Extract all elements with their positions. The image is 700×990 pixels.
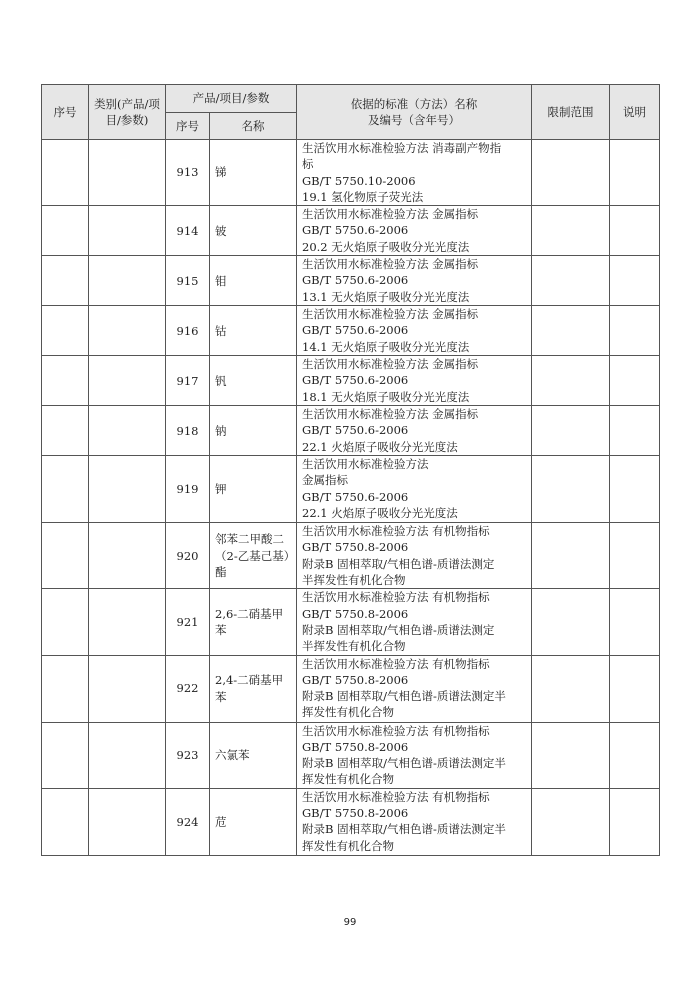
- table-row: [42, 788, 660, 855]
- cell-item-number: 916: [166, 306, 210, 356]
- standard-line: GB/T 5750.6-2006: [302, 423, 409, 438]
- cell-seq: [42, 589, 89, 655]
- cell-limit: [532, 523, 610, 589]
- cell-limit: [532, 722, 610, 788]
- standard-line: 19.1 氢化物原子荧光法: [302, 189, 424, 204]
- cell-standard: [297, 655, 532, 722]
- cell-limit: [532, 456, 610, 523]
- cell-note: [610, 655, 660, 722]
- standard-line: 挥发性有机化合物: [302, 772, 394, 787]
- cell-item-name: 2,4-二硝基甲苯: [210, 655, 297, 722]
- cell-item-name: 六氯苯: [210, 722, 297, 788]
- cell-category: [89, 655, 166, 722]
- standard-line: 生活饮用水标准检验方法 有机物指标: [302, 789, 490, 804]
- cell-item-name: 钠: [210, 406, 297, 456]
- cell-item-number: 919: [166, 456, 210, 523]
- cell-note: [610, 589, 660, 655]
- cell-item-name: 钴: [210, 306, 297, 356]
- cell-standard: [297, 206, 532, 256]
- standard-line: 挥发性有机化合物: [302, 705, 394, 720]
- cell-category: [89, 456, 166, 523]
- standard-line: 生活饮用水标准检验方法 金属指标: [302, 207, 479, 222]
- standard-line: 生活饮用水标准检验方法 金属指标: [302, 257, 479, 272]
- cell-standard: [297, 140, 532, 206]
- table-row: [42, 589, 660, 655]
- cell-limit: [532, 306, 610, 356]
- cell-standard: [297, 456, 532, 523]
- cell-seq: [42, 406, 89, 456]
- standard-line: 附录B 固相萃取/气相色谱-质谱法测定: [302, 622, 495, 637]
- cell-note: [610, 456, 660, 523]
- cell-seq: [42, 788, 89, 855]
- page-number: 99: [343, 917, 357, 928]
- cell-item-name: 钾: [210, 456, 297, 523]
- cell-standard: [297, 523, 532, 589]
- header-sub-name: 名称: [210, 113, 297, 140]
- header-standard: [297, 85, 532, 140]
- header-standard-line1: 依据的标准（方法）名称: [350, 96, 478, 111]
- cell-seq: [42, 356, 89, 406]
- cell-seq: [42, 256, 89, 306]
- table-row: [42, 306, 660, 356]
- standard-line: 标: [302, 157, 314, 172]
- standard-line: 附录B 固相萃取/气相色谱-质谱法测定半: [302, 756, 506, 771]
- cell-item-name: 锑: [210, 140, 297, 206]
- cell-category: [89, 523, 166, 589]
- cell-standard: [297, 406, 532, 456]
- cell-limit: [532, 788, 610, 855]
- standard-line: 半挥发性有机化合物: [302, 573, 406, 588]
- header-note: 说明: [610, 85, 660, 140]
- standard-line: 生活饮用水标准检验方法: [302, 457, 429, 472]
- header-product-group: 产品/项目/参数: [166, 85, 297, 113]
- cell-note: [610, 306, 660, 356]
- standard-line: 金属指标: [302, 473, 348, 488]
- cell-seq: [42, 140, 89, 206]
- table-row: [42, 256, 660, 306]
- standard-line: 半挥发性有机化合物: [302, 639, 406, 654]
- cell-standard: [297, 788, 532, 855]
- cell-note: [610, 206, 660, 256]
- cell-item-name: 钼: [210, 256, 297, 306]
- cell-category: [89, 788, 166, 855]
- table-row: [42, 356, 660, 406]
- standard-line: 20.2 无火焰原子吸收分光光度法: [302, 239, 470, 254]
- cell-seq: [42, 206, 89, 256]
- cell-item-number: 923: [166, 722, 210, 788]
- cell-category: [89, 206, 166, 256]
- table-row: [42, 140, 660, 206]
- cell-item-number: 922: [166, 655, 210, 722]
- table-row: [42, 655, 660, 722]
- standard-line: GB/T 5750.10-2006: [302, 173, 416, 188]
- cell-category: [89, 140, 166, 206]
- cell-limit: [532, 655, 610, 722]
- standard-line: GB/T 5750.8-2006: [302, 806, 409, 821]
- standard-line: GB/T 5750.6-2006: [302, 223, 409, 238]
- cell-item-number: 915: [166, 256, 210, 306]
- cell-category: [89, 256, 166, 306]
- standard-line: GB/T 5750.6-2006: [302, 323, 409, 338]
- cell-standard: [297, 256, 532, 306]
- cell-item-name: 邻苯二甲酸二（2-乙基己基）酯: [210, 523, 297, 589]
- standard-line: GB/T 5750.6-2006: [302, 273, 409, 288]
- cell-note: [610, 523, 660, 589]
- standard-line: 附录B 固相萃取/气相色谱-质谱法测定: [302, 556, 495, 571]
- cell-item-name: 铍: [210, 206, 297, 256]
- cell-category: [89, 356, 166, 406]
- table-body: [42, 140, 660, 856]
- cell-standard: [297, 356, 532, 406]
- standard-line: GB/T 5750.6-2006: [302, 489, 409, 504]
- header-category: 类别(产品/项目/参数): [89, 85, 166, 140]
- table-row: [42, 406, 660, 456]
- cell-item-number: 914: [166, 206, 210, 256]
- cell-seq: [42, 523, 89, 589]
- cell-limit: [532, 406, 610, 456]
- table-row: [42, 456, 660, 523]
- cell-note: [610, 406, 660, 456]
- cell-item-number: 921: [166, 589, 210, 655]
- cell-seq: [42, 456, 89, 523]
- cell-category: [89, 306, 166, 356]
- table-row: [42, 722, 660, 788]
- header-standard-line2: 及编号（含年号）: [368, 113, 460, 127]
- standard-line: GB/T 5750.8-2006: [302, 606, 409, 621]
- cell-limit: [532, 140, 610, 206]
- standard-line: 18.1 无火焰原子吸收分光光度法: [302, 389, 470, 404]
- standards-table: [41, 84, 660, 856]
- cell-note: [610, 788, 660, 855]
- cell-limit: [532, 589, 610, 655]
- cell-standard: [297, 722, 532, 788]
- cell-item-number: 917: [166, 356, 210, 406]
- cell-item-number: 918: [166, 406, 210, 456]
- cell-limit: [532, 206, 610, 256]
- cell-item-number: 913: [166, 140, 210, 206]
- standard-line: 生活饮用水标准检验方法 金属指标: [302, 407, 479, 422]
- header-seq: 序号: [42, 85, 89, 140]
- standard-line: 生活饮用水标准检验方法 有机物指标: [302, 723, 490, 738]
- cell-item-number: 920: [166, 523, 210, 589]
- cell-item-name: 2,6-二硝基甲苯: [210, 589, 297, 655]
- standard-line: 生活饮用水标准检验方法 有机物指标: [302, 656, 490, 671]
- standard-line: 附录B 固相萃取/气相色谱-质谱法测定半: [302, 689, 506, 704]
- cell-note: [610, 722, 660, 788]
- standard-line: 附录B 固相萃取/气相色谱-质谱法测定半: [302, 822, 506, 837]
- standard-line: GB/T 5750.8-2006: [302, 672, 409, 687]
- cell-limit: [532, 356, 610, 406]
- cell-note: [610, 356, 660, 406]
- standard-line: 生活饮用水标准检验方法 金属指标: [302, 357, 479, 372]
- cell-limit: [532, 256, 610, 306]
- cell-seq: [42, 722, 89, 788]
- cell-category: [89, 722, 166, 788]
- header-limit: 限制范围: [532, 85, 610, 140]
- standard-line: GB/T 5750.6-2006: [302, 373, 409, 388]
- cell-category: [89, 406, 166, 456]
- standard-line: 生活饮用水标准检验方法 有机物指标: [302, 524, 490, 539]
- standard-line: 生活饮用水标准检验方法 金属指标: [302, 307, 479, 322]
- table-row: [42, 206, 660, 256]
- standard-line: 22.1 火焰原子吸收分光光度法: [302, 439, 458, 454]
- cell-seq: [42, 655, 89, 722]
- standard-line: 挥发性有机化合物: [302, 838, 394, 853]
- cell-note: [610, 140, 660, 206]
- cell-category: [89, 589, 166, 655]
- standard-line: 13.1 无火焰原子吸收分光光度法: [302, 289, 470, 304]
- cell-item-number: 924: [166, 788, 210, 855]
- cell-item-name: 苊: [210, 788, 297, 855]
- standard-line: 生活饮用水标准检验方法 消毒副产物指: [302, 141, 502, 155]
- standard-line: 生活饮用水标准检验方法 有机物指标: [302, 590, 490, 605]
- standard-line: GB/T 5750.8-2006: [302, 540, 409, 555]
- cell-seq: [42, 306, 89, 356]
- cell-standard: [297, 589, 532, 655]
- standard-line: GB/T 5750.8-2006: [302, 739, 409, 754]
- standard-line: 22.1 火焰原子吸收分光光度法: [302, 506, 458, 521]
- cell-note: [610, 256, 660, 306]
- standard-line: 14.1 无火焰原子吸收分光光度法: [302, 339, 470, 354]
- header-sub-seq: 序号: [166, 113, 210, 140]
- cell-item-name: 钒: [210, 356, 297, 406]
- table-row: [42, 523, 660, 589]
- cell-standard: [297, 306, 532, 356]
